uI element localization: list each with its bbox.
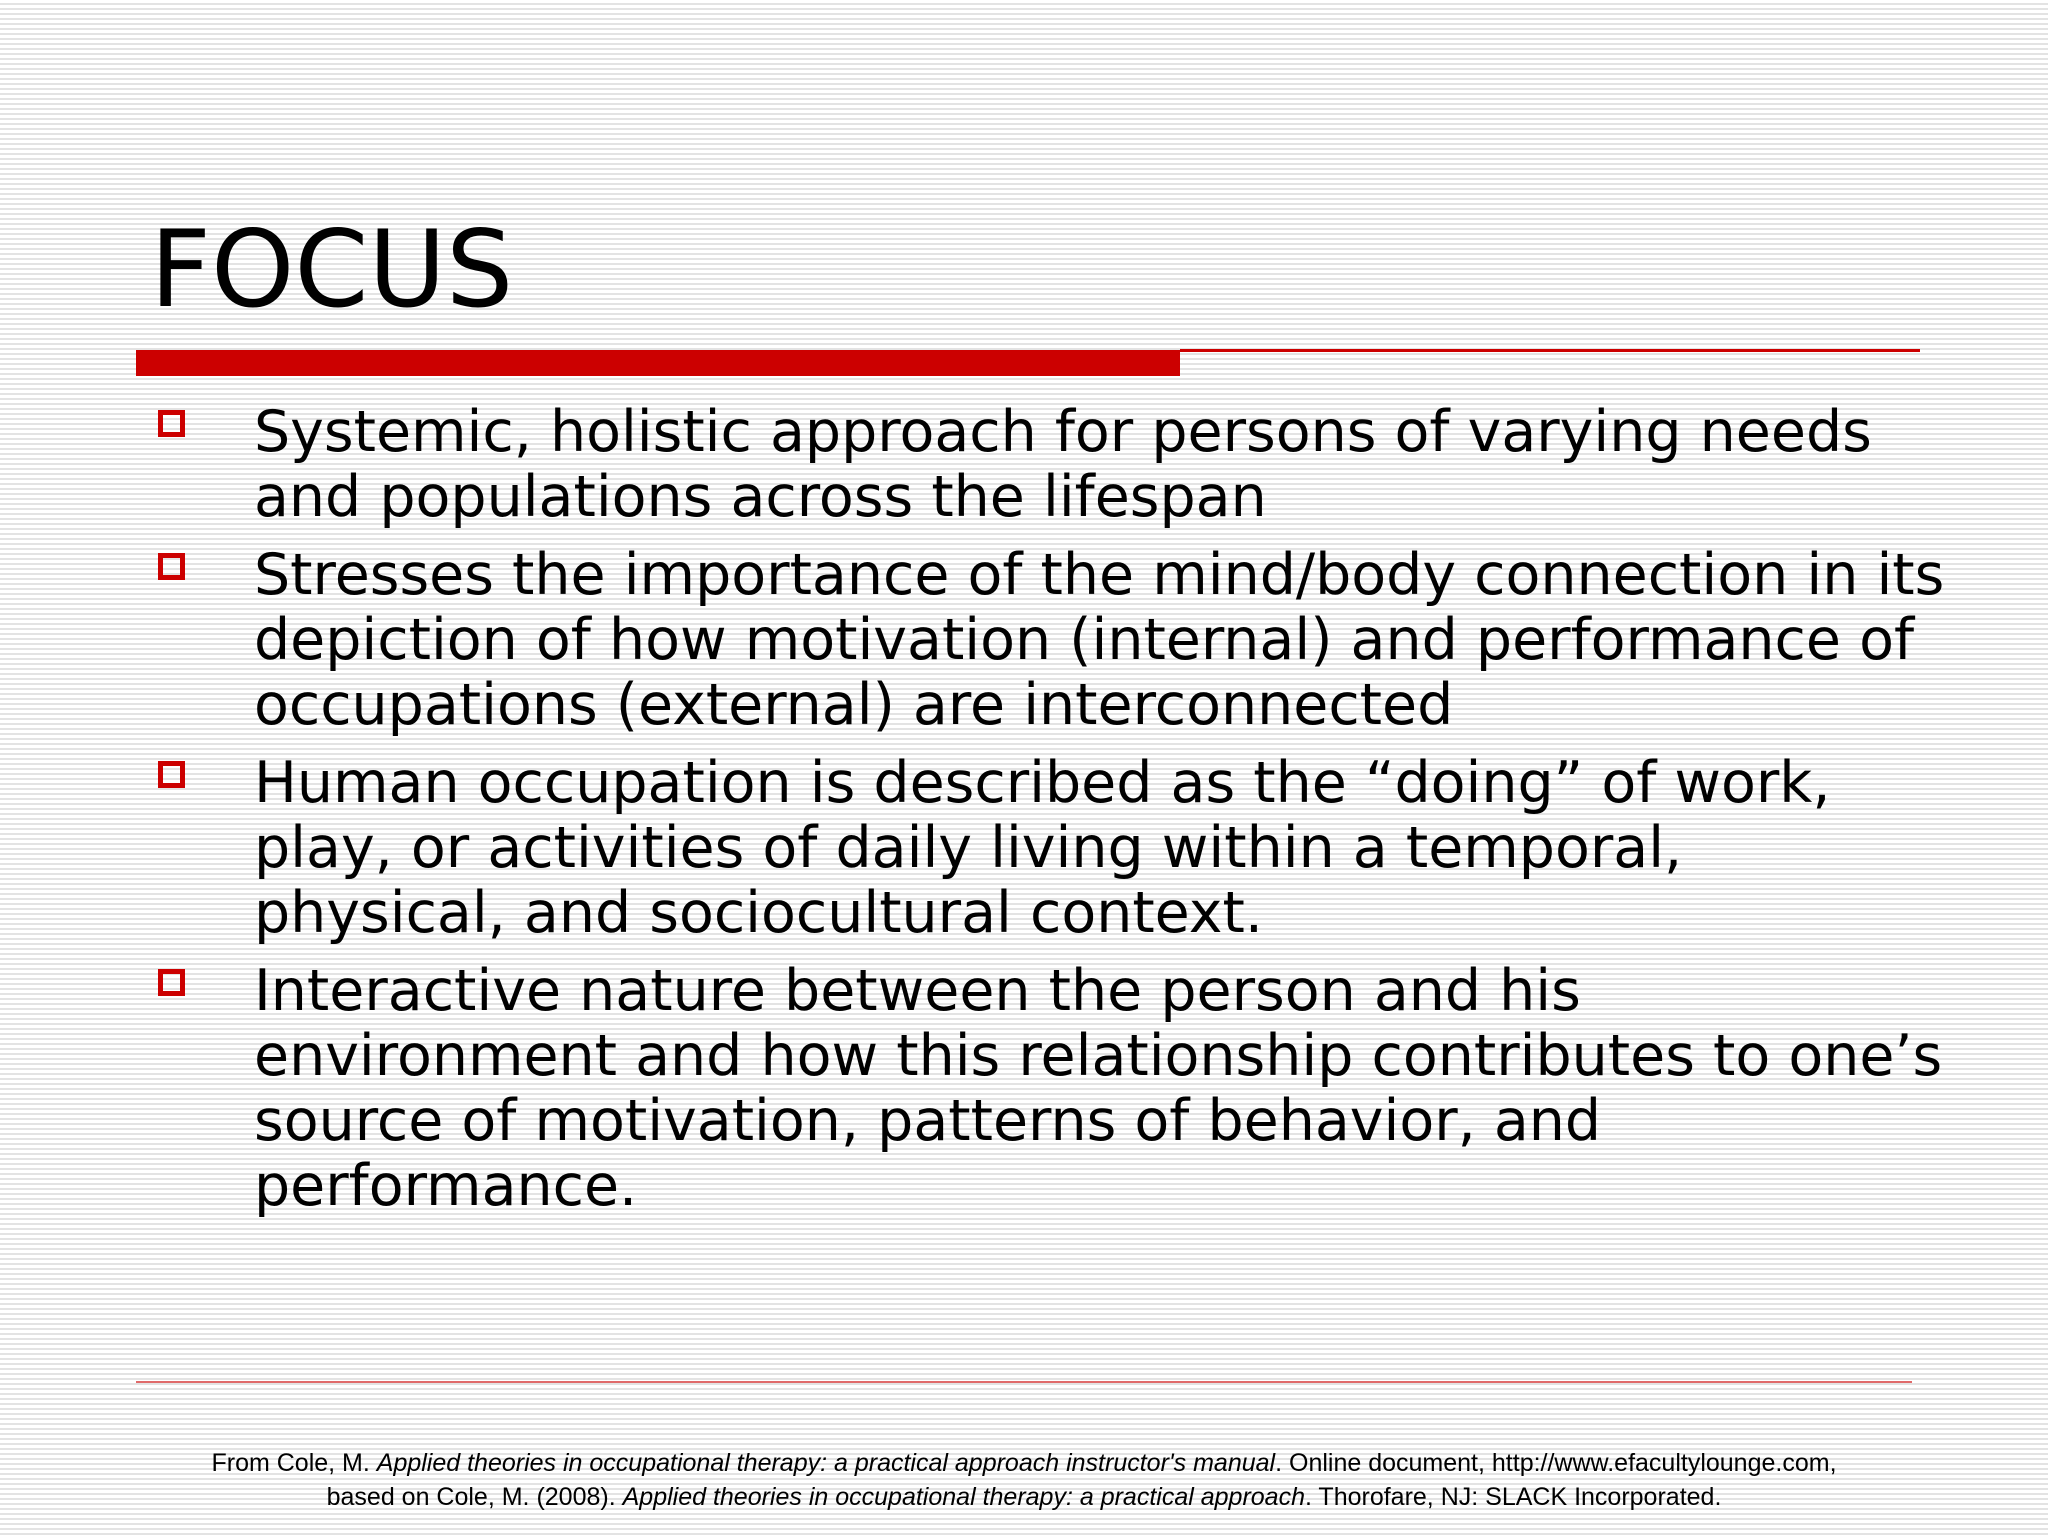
citation xyxy=(60,1446,1988,1514)
bullet-item xyxy=(150,751,1950,946)
footer-divider xyxy=(136,1381,1912,1383)
bullet-text: Systemic, holistic approach for persons of varying needs and populations across the lifespan xyxy=(254,399,1872,530)
citation-line2-suffix: . Thorofare, NJ: SLACK Incorporated. xyxy=(1304,1483,1722,1511)
bullet-text: Interactive nature between the person and his environment and how this relationship contributes to one’s source of motivation, patterns of behavior, and performance. xyxy=(254,958,1943,1219)
hollow-square-bullet-icon xyxy=(158,969,185,996)
hollow-square-bullet-icon xyxy=(158,553,185,580)
title-underline-thin-rule xyxy=(1180,349,1920,352)
citation-line2-title: Applied theories in occupational therapy: a practical approach xyxy=(622,1483,1305,1511)
title-underline-thick-bar xyxy=(136,350,1180,376)
bullet-item xyxy=(150,400,1950,530)
bullet-list xyxy=(150,400,1950,1232)
citation-line1-suffix: . Online document, http://www.efacultylounge.com, xyxy=(1275,1449,1837,1477)
hollow-square-bullet-icon xyxy=(158,761,185,788)
bullet-item xyxy=(150,959,1950,1219)
bullet-text: Stresses the importance of the mind/body connection in its depiction of how motivation (internal) and performance of occupations (external) are interconnected xyxy=(254,542,1945,738)
slide-title: FOCUS xyxy=(150,208,514,331)
citation-line1-title: Applied theories in occupational therapy: a practical approach instructor's manual xyxy=(376,1449,1276,1477)
bullet-item xyxy=(150,543,1950,738)
citation-line2-prefix: based on Cole, M. (2008). xyxy=(326,1483,623,1511)
hollow-square-bullet-icon xyxy=(158,410,185,437)
bullet-text: Human occupation is described as the “doing” of work, play, or activities of daily living within a temporal, physical, and sociocultural context. xyxy=(254,750,1831,946)
citation-line1-prefix: From Cole, M. xyxy=(211,1449,377,1477)
